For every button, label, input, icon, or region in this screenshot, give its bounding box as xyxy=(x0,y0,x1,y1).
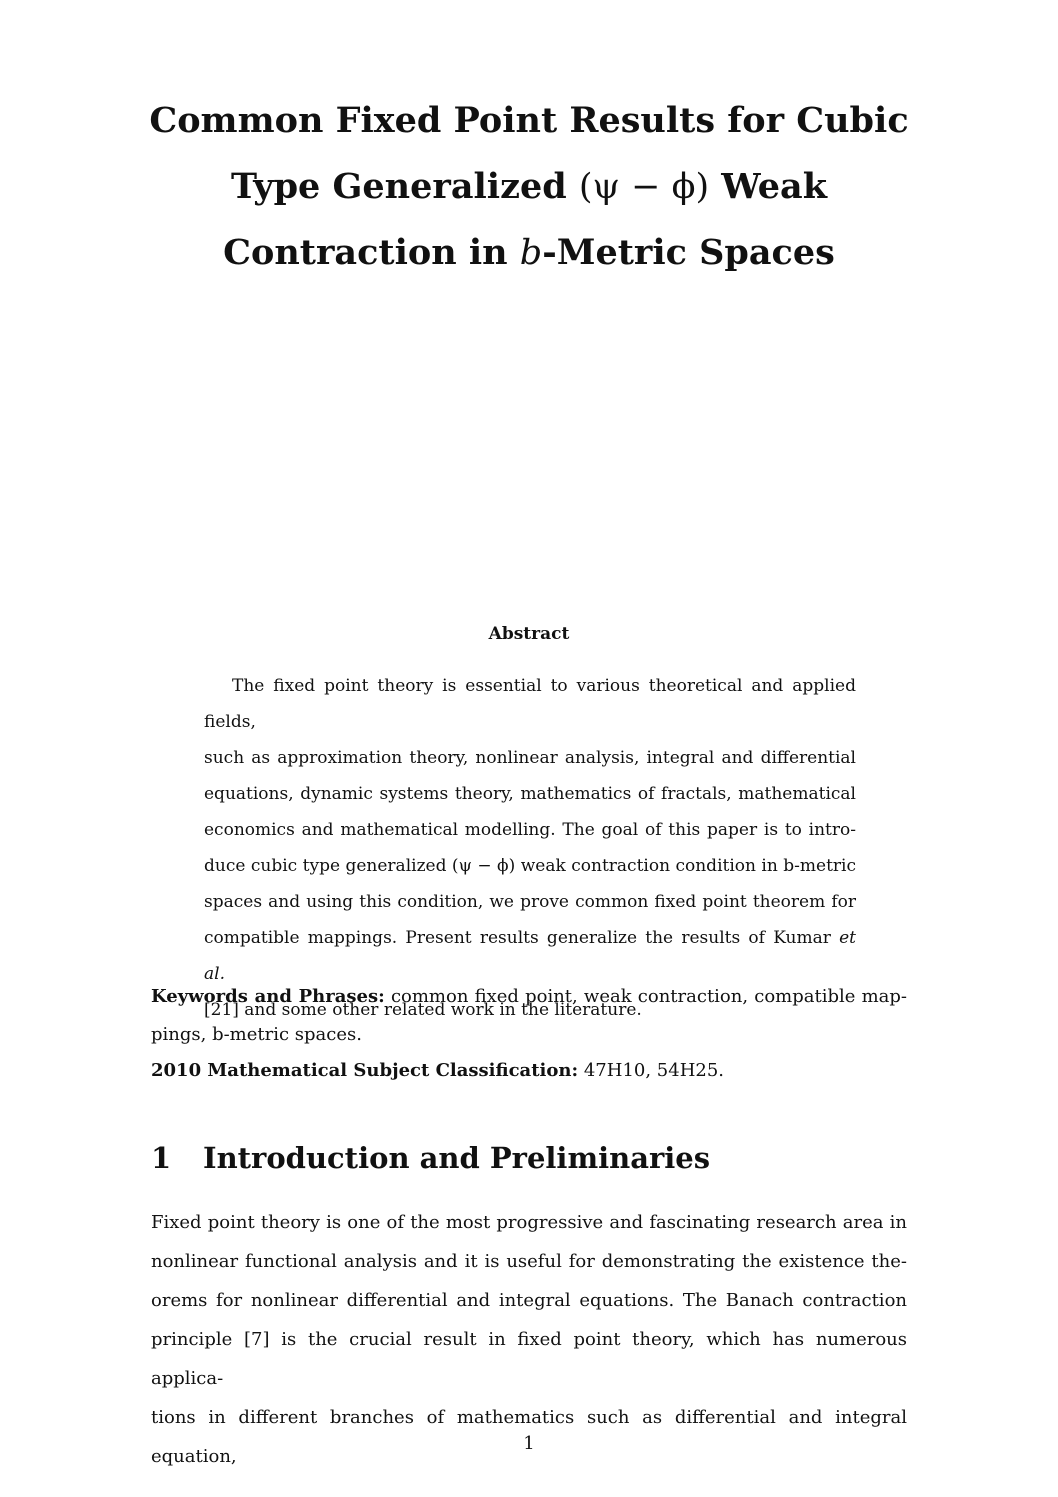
title-line-2-post: Weak xyxy=(709,166,827,207)
title-line-2 xyxy=(130,154,928,220)
keywords-text-2: pings, b-metric spaces. xyxy=(151,1024,362,1045)
abstract-line: The fixed point theory is essential to various theoretical and applied fields, xyxy=(204,676,856,732)
abstract-line: economics and mathematical modelling. The goal of this paper is to intro- xyxy=(204,820,856,840)
title-line-3-pre: Contraction in xyxy=(223,232,520,273)
intro-line: tions in different branches of mathematics such as differential and integral equation, xyxy=(151,1407,907,1467)
page-number: 1 xyxy=(523,1433,535,1454)
abstract-line-text: compatible mappings. Present results generalize the results of Kumar xyxy=(204,928,831,948)
abstract-line: equations, dynamic systems theory, mathematics of fractals, mathematical xyxy=(204,784,856,804)
keywords-text-1: common fixed point, weak contraction, compatible map- xyxy=(390,986,907,1007)
title-line-3-post: -Metric Spaces xyxy=(542,232,835,273)
title-line-3 xyxy=(130,220,928,286)
msc-label: 2010 Mathematical Subject Classification: xyxy=(151,1060,579,1081)
keywords xyxy=(151,978,907,1054)
paper-title xyxy=(130,88,928,286)
section-number: 1 xyxy=(151,1141,172,1175)
title-math-b: b xyxy=(519,233,543,273)
abstract-line: such as approximation theory, nonlinear analysis, integral and differential xyxy=(204,748,856,768)
section-title: Introduction and Preliminaries xyxy=(203,1141,711,1175)
title-line-2-pre: Type Generalized xyxy=(231,166,579,207)
msc-codes: 47H10, 54H25. xyxy=(583,1060,725,1081)
abstract-body xyxy=(204,668,856,1028)
intro-line: principle [7] is the crucial result in fixed point theory, which has numerous applica- xyxy=(151,1329,907,1389)
intro-line: nonlinear functional analysis and it is useful for demonstrating the existence the- xyxy=(151,1251,907,1272)
abstract-heading: Abstract xyxy=(488,624,570,644)
section-heading xyxy=(151,1136,710,1180)
intro-line: orems for nonlinear differential and integral equations. The Banach contraction xyxy=(151,1290,907,1311)
abstract-line: duce cubic type generalized (ψ − ϕ) weak contraction condition in b-metric xyxy=(204,856,856,876)
abstract-line: spaces and using this condition, we prove common fixed point theorem for xyxy=(204,892,856,912)
et-al: et al. xyxy=(204,928,856,984)
msc-classification xyxy=(151,1054,907,1088)
abstract-line: [21] and some other related work in the literature. xyxy=(204,1000,642,1020)
keywords-label: Keywords and Phrases: xyxy=(151,986,385,1007)
intro-line: Fixed point theory is one of the most progressive and fascinating research area in xyxy=(151,1212,907,1233)
title-math-psi-phi: (ψ − ϕ) xyxy=(578,167,710,207)
title-line-1: Common Fixed Point Results for Cubic xyxy=(149,100,909,141)
